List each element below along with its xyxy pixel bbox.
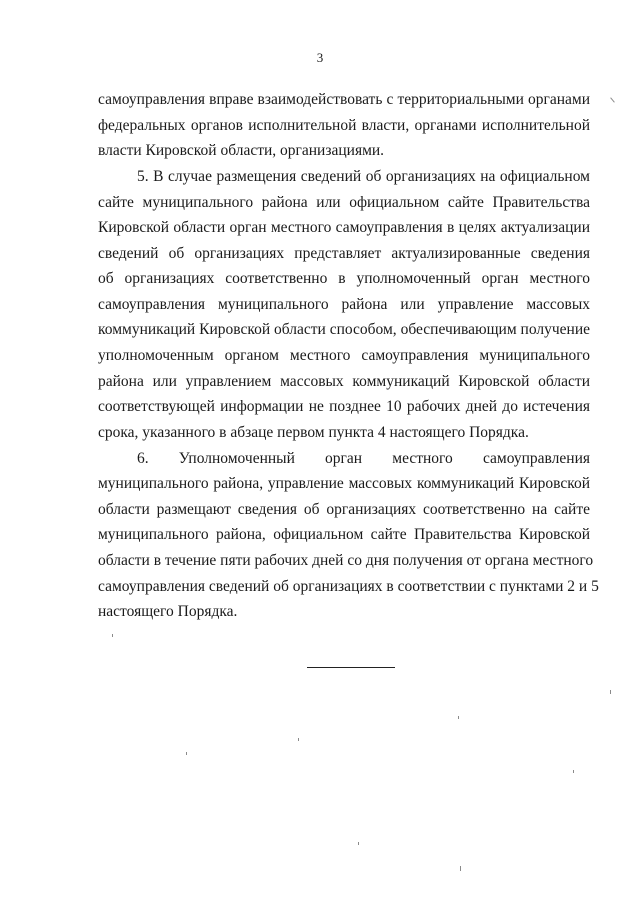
scan-speck bbox=[358, 842, 359, 845]
text-line: самоуправления муниципального района или управление массовых bbox=[98, 296, 590, 313]
text-line: сведений об организациях представляет актуализированные сведения bbox=[98, 245, 590, 262]
page-number: 3 bbox=[316, 50, 324, 65]
text-line: района или управлением массовых коммуникаций Кировской области bbox=[98, 373, 590, 390]
closing-rule bbox=[307, 667, 395, 668]
text-line: об организациях соответственно в уполномоченный орган местного bbox=[98, 270, 590, 287]
scan-speck bbox=[610, 97, 615, 102]
scan-speck bbox=[573, 770, 574, 773]
text-line: федеральных органов исполнительной власти, органами исполнительной bbox=[98, 117, 590, 134]
scan-speck bbox=[458, 716, 459, 719]
scan-speck bbox=[610, 690, 611, 694]
paragraph-5-first-line: 5. В случае размещения сведений об организациях на официальном bbox=[137, 168, 590, 185]
text-line: самоуправления сведений об организациях в соответствии с пунктами 2 и 5 bbox=[98, 578, 599, 595]
text-line: области размещают сведения об организациях соответственно на сайте bbox=[98, 501, 590, 518]
text-line: настоящего Порядка. bbox=[98, 603, 238, 620]
scan-speck bbox=[186, 752, 187, 755]
paragraph-6-first-line: 6. Уполномоченный орган местного самоуправления bbox=[137, 450, 590, 467]
scan-speck bbox=[298, 738, 299, 741]
text-line: сайте муниципального района или официальном сайте Правительства bbox=[98, 194, 590, 211]
scan-speck bbox=[112, 634, 113, 637]
text-line: соответствующей информации не позднее 10 рабочих дней до истечения bbox=[98, 398, 590, 415]
scan-speck bbox=[460, 866, 461, 871]
text-line: муниципального района, управление массовых коммуникаций Кировской bbox=[98, 475, 590, 492]
text-line: самоуправления вправе взаимодействовать с территориальными органами bbox=[98, 91, 590, 108]
text-line: коммуникаций Кировской области способом, обеспечивающим получение bbox=[98, 321, 590, 338]
text-line: власти Кировской области, организациями. bbox=[98, 142, 385, 159]
text-line: срока, указанного в абзаце первом пункта 4 настоящего Порядка. bbox=[98, 424, 529, 441]
text-line: муниципального района, официальном сайте Правительства Кировской bbox=[98, 526, 590, 543]
text-line: уполномоченным органом местного самоуправления муниципального bbox=[98, 347, 590, 364]
text-line: Кировской области орган местного самоуправления в целях актуализации bbox=[98, 219, 590, 236]
text-line: области в течение пяти рабочих дней со дня получения от органа местного bbox=[98, 552, 594, 569]
